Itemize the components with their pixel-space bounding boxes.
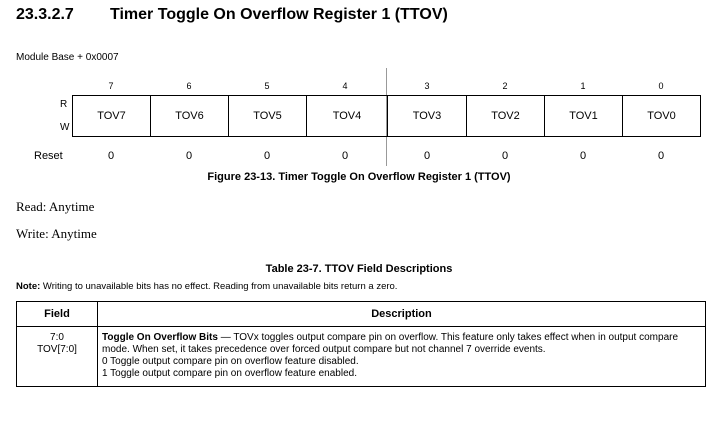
reset-value: 0 xyxy=(579,150,587,162)
description-text: — TOVx toggles output compare pin on overflow. This feature only takes effect when in output compare mode. When set, it takes precedence over forced output compare but not channel 7 override events. xyxy=(102,332,679,355)
field-name: TOV[7:0] xyxy=(37,344,77,355)
register-field-cell: TOV6 xyxy=(150,95,229,137)
description-lead: Toggle On Overflow Bits xyxy=(102,332,218,343)
bit-number: 2 xyxy=(502,81,508,91)
register-field-cell: TOV7 xyxy=(72,95,151,137)
description-option: 0 Toggle output compare pin on overflow feature disabled. xyxy=(102,356,359,367)
reset-value: 0 xyxy=(657,150,665,162)
section-heading xyxy=(16,6,448,24)
register-field-cell: TOV2 xyxy=(466,95,545,137)
reset-value: 0 xyxy=(185,150,193,162)
register-field-cell: TOV1 xyxy=(544,95,623,137)
field-bits: 7:0 xyxy=(50,332,64,343)
reset-value: 0 xyxy=(341,150,349,162)
bit-number: 0 xyxy=(658,81,664,91)
register-field-cell: TOV4 xyxy=(306,95,388,137)
table-caption: Table 23-7. TTOV Field Descriptions xyxy=(265,263,453,275)
bit-number: 1 xyxy=(580,81,586,91)
table-row xyxy=(17,327,706,387)
reset-label: Reset xyxy=(34,150,63,162)
reset-value: 0 xyxy=(423,150,431,162)
bit-number: 7 xyxy=(108,81,114,91)
description-option: 1 Toggle output compare pin on overflow feature enabled. xyxy=(102,368,357,379)
write-label: W xyxy=(60,122,70,133)
register-field-cell: TOV3 xyxy=(387,95,467,137)
reset-value: 0 xyxy=(107,150,115,162)
table-header-row xyxy=(17,302,706,327)
field-description-table xyxy=(16,301,706,387)
bit-number: 3 xyxy=(424,81,430,91)
read-label: R xyxy=(60,99,68,110)
description-column-header: Description xyxy=(98,302,706,327)
table-note xyxy=(16,281,397,292)
register-field-cell: TOV5 xyxy=(228,95,307,137)
read-access-text: Read: Anytime xyxy=(16,199,95,214)
register-field-cell: TOV0 xyxy=(622,95,701,137)
section-title: Timer Toggle On Overflow Register 1 (TTOV) xyxy=(110,6,448,23)
reset-value: 0 xyxy=(263,150,271,162)
field-cell xyxy=(17,327,98,387)
bit-number: 6 xyxy=(186,81,192,91)
note-text: Writing to unavailable bits has no effect. Reading from unavailable bits return a zero. xyxy=(40,281,398,292)
section-number: 23.3.2.7 xyxy=(16,6,74,23)
figure-caption: Figure 23-13. Timer Toggle On Overflow Register 1 (TTOV) xyxy=(207,171,511,183)
note-label: Note: xyxy=(16,281,41,292)
reset-value: 0 xyxy=(501,150,509,162)
bit-number: 5 xyxy=(264,81,270,91)
field-column-header: Field xyxy=(17,302,98,327)
write-access-text: Write: Anytime xyxy=(16,226,97,241)
bit-number: 4 xyxy=(342,81,348,91)
module-base-address: Module Base + 0x0007 xyxy=(16,52,119,63)
description-cell xyxy=(98,327,706,387)
